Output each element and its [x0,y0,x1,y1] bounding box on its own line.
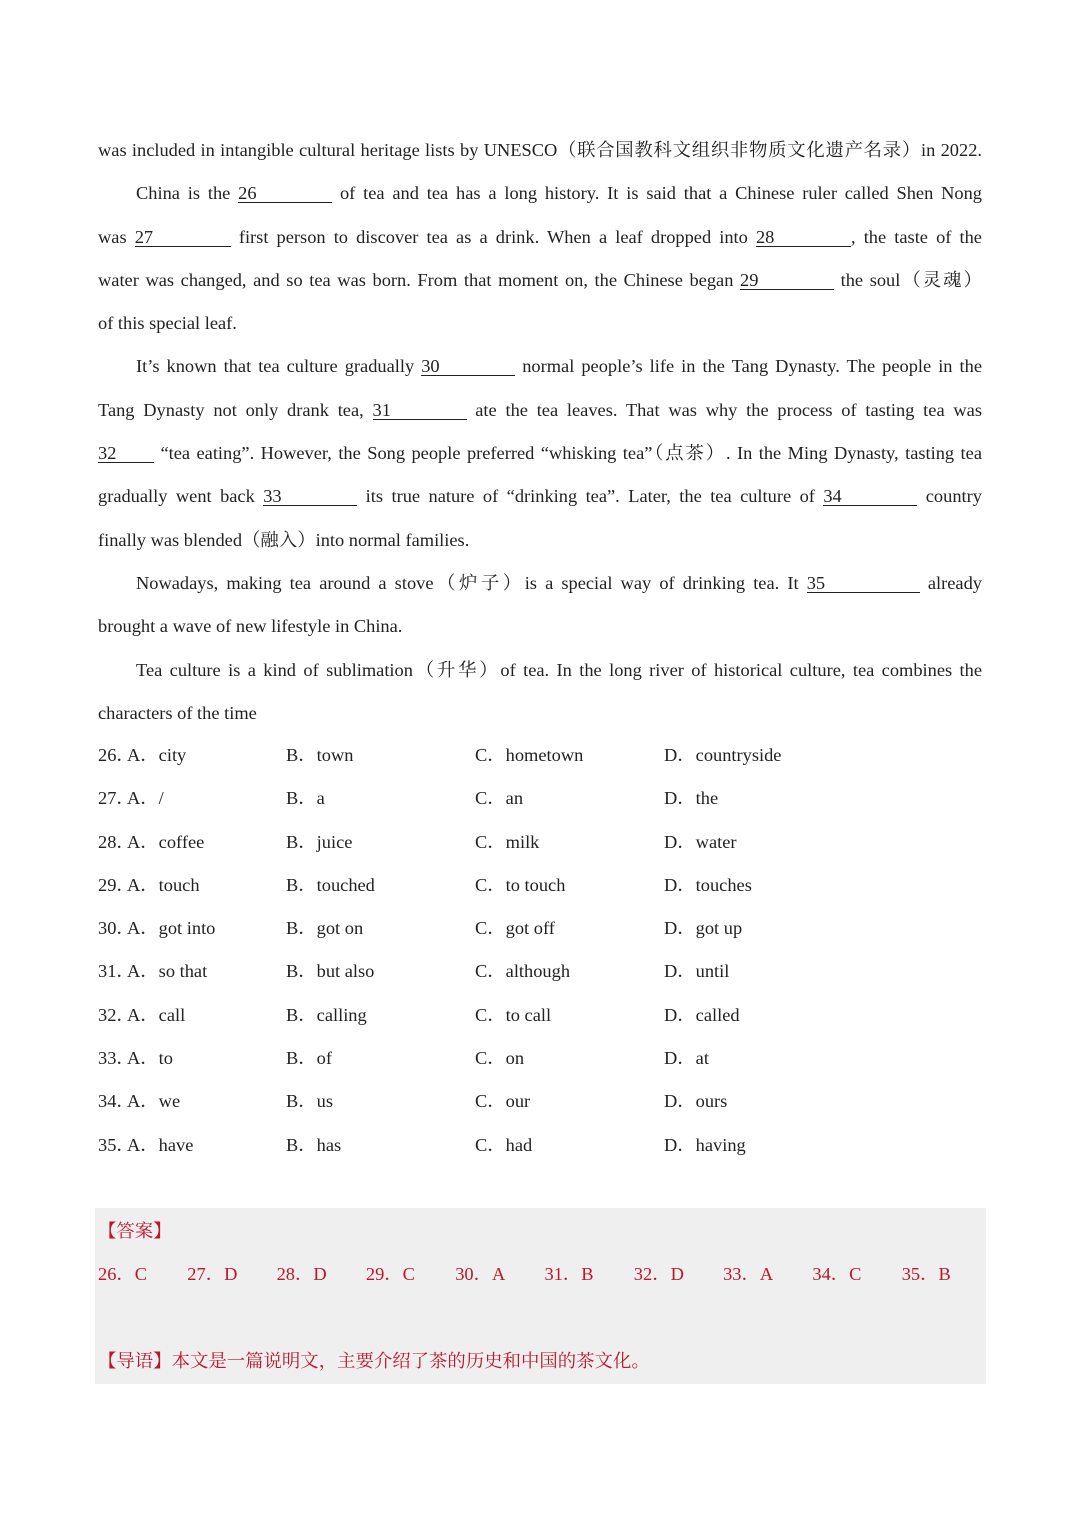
blank-35: 35 [807,574,920,593]
passage-text: “tea eating”. However, the Song people preferred “whisking tea”（点茶）. In the Ming Dynasty, tasting tea [160,443,982,464]
option-c: C．to touch [475,874,566,895]
passage-text: ate the tea leaves. That was why the process of tasting tea was [475,399,982,420]
guide-text: 【导语】本文是一篇说明文，主要介绍了茶的历史和中国的茶文化。 [98,1351,650,1371]
passage-text: gradually went back [98,486,255,507]
answer-item: 32．D [633,1264,684,1284]
passage-text: It’s known that tea culture gradually [136,356,415,377]
option-b: B．juice [286,831,353,852]
passage-text: Tang Dynasty not only drank tea, [98,399,364,420]
answer-item: 30．A [455,1264,506,1284]
passage-text: China is the [136,183,231,204]
passage-text: Nowadays, making tea around a stove（炉子）is a special way of drinking tea. It [136,572,799,593]
question-number: 26． [98,745,135,765]
blank-26: 26 [238,184,332,203]
option-c: C．an [475,788,524,809]
option-a: A．so that [127,961,208,982]
passage-line [98,216,982,259]
blank-31: 31 [373,401,467,420]
option-c: C．on [475,1048,525,1069]
blank-28: 28 [756,228,851,247]
answer-section [95,1208,986,1384]
blank-33: 33 [263,487,357,506]
passage-line [98,562,982,605]
passage-line [98,389,982,432]
passage-text: , the taste of the [850,226,982,247]
question-number: 31． [98,961,135,982]
passage-line [98,475,982,518]
option-d: D．the [664,788,719,809]
option-b: B．but also [286,961,375,982]
blank-32: 32 [98,444,154,463]
option-b: B．has [286,1134,342,1155]
option-a: A．to [127,1048,173,1069]
option-row [98,864,982,907]
passage-line: Tea culture is a kind of sublimation（升华）of tea. In the long river of historical culture, tea combines the [136,659,982,680]
option-b: B．town [286,745,354,765]
option-c: C．to call [475,1004,552,1025]
answer-item: 35．B [901,1264,951,1284]
option-d: D．got up [664,918,743,939]
option-c: C．our [475,1091,531,1112]
question-number: 34． [98,1091,135,1112]
question-number: 27． [98,788,135,809]
passage-line [98,172,982,215]
option-row [98,777,982,820]
option-row [98,907,982,950]
option-row [98,734,982,777]
option-row [98,821,982,864]
option-b: B．touched [286,874,375,895]
option-d: D．countryside [664,745,782,765]
option-row [98,994,982,1037]
option-d: D．until [664,961,730,982]
option-c: C．had [475,1134,533,1155]
option-b: B．got on [286,918,364,939]
question-number: 32． [98,1004,135,1025]
option-d: D．water [664,831,737,852]
question-number: 33． [98,1048,135,1069]
passage-text: country [925,486,982,507]
answer-item: 26．C [98,1264,148,1284]
answer-heading: 【答案】 [98,1221,172,1241]
option-c: C．got off [475,918,555,939]
passage-line: finally was blended（融入）into normal families. [98,529,470,550]
question-number: 28． [98,831,135,852]
option-c: C．although [475,961,571,982]
option-a: A．we [127,1091,181,1112]
option-c: C．hometown [475,745,584,765]
passage-text: water was changed, and so tea was born. From that moment on, the Chinese began [98,269,734,290]
option-d: D．ours [664,1091,728,1112]
question-number: 35． [98,1134,135,1155]
answer-item: 31．B [544,1264,594,1284]
option-a: A．touch [127,874,200,895]
question-number: 30． [98,918,135,939]
passage-line: was included in intangible cultural heritage lists by UNESCO（联合国教科文组织非物质文化遗产名录）in 2022. [98,140,982,160]
option-a: A．/ [127,788,164,809]
option-a: A．have [127,1134,194,1155]
question-number: 29． [98,874,135,895]
blank-27: 27 [135,228,231,247]
blank-29: 29 [740,271,834,290]
option-row [98,1124,982,1167]
answer-item: 29．C [365,1264,415,1284]
option-row [98,950,982,993]
option-b: B．us [286,1091,334,1112]
option-b: B．calling [286,1004,367,1025]
passage-text: normal people’s life in the Tang Dynasty. The people in the [522,356,982,377]
answer-item: 34．C [812,1264,862,1284]
reading-passage [98,129,982,735]
passage-line [98,432,982,475]
passage-text: its true nature of “drinking tea”. Later, the tea culture of [365,486,815,507]
answer-item: 27．D [187,1264,238,1284]
option-row [98,1037,982,1080]
passage-text: of tea and tea has a long history. It is said that a Chinese ruler called Shen Nong [339,183,982,204]
options-list [98,734,982,1167]
option-d: D．having [664,1134,746,1155]
passage-text: first person to discover tea as a drink. When a leaf dropped into [238,226,748,247]
passage-line [98,259,982,302]
answer-item: 33．A [723,1264,774,1284]
passage-line: brought a wave of new lifestyle in China. [98,616,403,637]
passage-line: of this special leaf. [98,313,237,334]
blank-34: 34 [823,487,917,506]
option-row [98,1080,982,1123]
option-b: B．a [286,788,325,809]
passage-text: already [927,572,982,593]
passage-text: was [98,226,127,247]
option-a: A．coffee [127,831,205,852]
option-a: A．call [127,1004,186,1025]
passage-line [98,345,982,388]
option-d: D．called [664,1004,740,1025]
blank-30: 30 [421,357,515,376]
option-a: A．got into [127,918,216,939]
option-b: B．of [286,1048,332,1069]
option-c: C．milk [475,831,540,852]
passage-line: characters of the time [98,702,257,723]
passage-text: the soul（灵魂） [840,269,982,290]
option-a: A．city [127,745,187,765]
option-d: D．at [664,1048,709,1069]
answer-list [98,1261,978,1287]
answer-item: 28．D [276,1264,327,1284]
option-d: D．touches [664,874,752,895]
